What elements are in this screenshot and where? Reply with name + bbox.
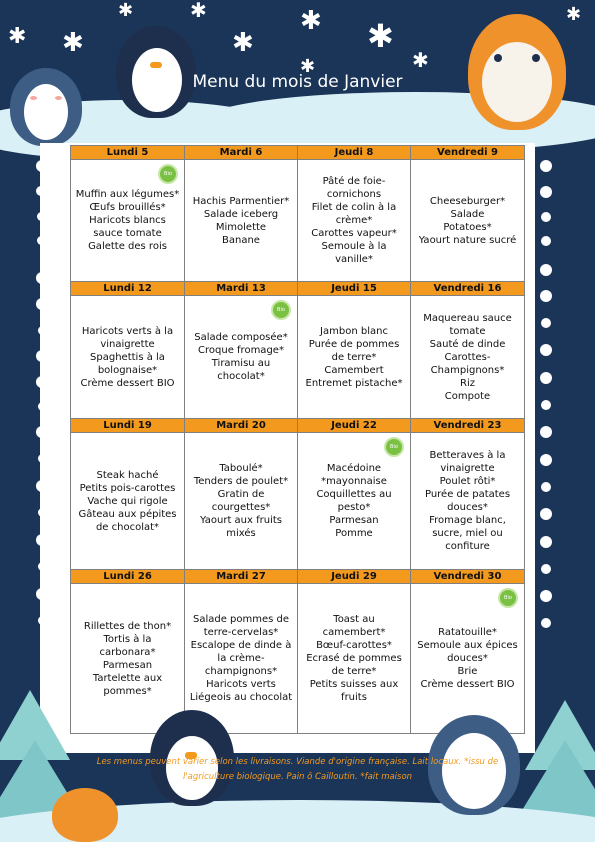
day-header: Mardi 6: [185, 146, 298, 160]
menu-item: Bœuf-carottes*: [316, 640, 392, 651]
menu-item: Spaghettis à la bolognaise*: [90, 351, 165, 376]
snowflake-icon: ✱: [190, 0, 207, 22]
snow-dot: [540, 290, 552, 302]
menu-item: Parmesan: [102, 659, 153, 671]
menu-item: Petits suisses aux fruits: [309, 679, 399, 703]
day-menu-row: [71, 584, 525, 734]
menu-item: Parmesan: [329, 515, 379, 526]
menu-item: Haricots blancs sauce tomate: [89, 215, 166, 239]
day-menu-row: [71, 433, 525, 570]
menu-item: Haricots verts à la vinaigrette: [81, 325, 174, 350]
snow-dot: [540, 372, 552, 384]
menu-item: Gâteau aux pépites de chocolat*: [78, 508, 177, 533]
snowflake-icon: ✱: [62, 28, 84, 58]
snow-dot: [540, 454, 552, 466]
day-menu-cell: [298, 296, 411, 419]
day-menu-cell: [71, 584, 185, 734]
menu-item: Gratin de courgettes*: [211, 489, 271, 513]
snow-dot: [541, 618, 551, 628]
menu-item: Ratatouille*: [438, 627, 497, 638]
menu-item: Galette des rois: [88, 241, 167, 252]
menu-table-body: [71, 146, 525, 734]
menu-item: Semoule aux épices douces*: [417, 640, 518, 664]
day-menu-row: [71, 160, 525, 282]
snow-dot: [541, 400, 551, 410]
day-header: Lundi 5: [71, 146, 185, 160]
day-header-row: [71, 282, 525, 296]
snowflake-icon: ✱: [300, 56, 316, 77]
snow-dot: [540, 590, 552, 602]
menu-table: [70, 145, 525, 734]
footer-line-2: l'agriculture biologique. Pain ô Cailloutin. *fait maison: [182, 772, 413, 782]
snow-dot: [540, 160, 552, 172]
snow-dot: [540, 536, 552, 548]
snow-dot: [541, 236, 551, 246]
menu-item: Tenders de poulet*: [193, 476, 289, 487]
day-header: Lundi 12: [71, 282, 185, 296]
day-header: Vendredi 9: [411, 146, 525, 160]
menu-item: Purée de pommes de terre*: [308, 338, 400, 363]
snowflake-icon: ✱: [300, 6, 322, 36]
day-header: Mardi 13: [185, 282, 298, 296]
day-menu-cell: [185, 160, 298, 282]
day-menu-cell: [411, 433, 525, 570]
menu-item: Yaourt aux fruits mixés: [200, 515, 282, 539]
day-header: Vendredi 16: [411, 282, 525, 296]
day-menu-cell: [71, 296, 185, 419]
snow-dot: [541, 564, 551, 574]
menu-item: Tartelette aux pommes*: [92, 672, 163, 697]
menu-item: Taboulé*: [219, 463, 263, 474]
snowflake-icon: ✱: [118, 0, 134, 21]
day-header: Jeudi 8: [298, 146, 411, 160]
menu-item: Steak haché: [96, 469, 159, 481]
menu-item: Semoule à la vanille*: [321, 241, 387, 265]
day-menu-row: [71, 296, 525, 419]
snowflake-icon: ✱: [367, 17, 394, 55]
menu-item: Salade composée*: [194, 332, 288, 343]
chick-icon: [52, 788, 118, 842]
day-menu-cell: [185, 433, 298, 570]
menu-item: Escalope de dinde à la crème-champignons*: [190, 640, 292, 677]
menu-item: Salade iceberg: [203, 208, 279, 220]
day-menu-cell: [71, 160, 185, 282]
menu-item: Entremet pistache*: [305, 377, 403, 389]
menu-item: Banane: [222, 234, 260, 246]
menu-item: Crème dessert BIO: [420, 679, 515, 690]
day-menu-cell: [298, 433, 411, 570]
menu-item: Vache qui rigole: [87, 495, 168, 507]
snow-dot: [540, 508, 552, 520]
menu-item: Ecrasé de pommes de terre*: [306, 653, 402, 677]
menu-item: Yaourt nature sucré: [418, 234, 517, 246]
menu-item: Betteraves à la vinaigrette: [429, 450, 506, 474]
menu-item: Camembert: [324, 364, 384, 376]
snowflake-icon: ✱: [566, 4, 582, 25]
organic-badge-icon: Bio: [384, 437, 404, 457]
snow-dot: [541, 482, 551, 492]
menu-item: Purée de patates douces*: [424, 489, 511, 513]
organic-badge-icon: Bio: [498, 588, 518, 608]
menu-item: Mimolette: [215, 221, 267, 233]
snow-dot: [541, 318, 551, 328]
menu-item: Haricots verts: [206, 679, 276, 690]
day-header: Mardi 20: [185, 419, 298, 433]
menu-item: Salade: [450, 208, 485, 220]
organic-badge-icon: Bio: [271, 300, 291, 320]
day-header-row: [71, 419, 525, 433]
organic-badge-icon: Bio: [158, 164, 178, 184]
menu-item: Sauté de dinde: [429, 338, 506, 350]
menu-item: Petits pois-carottes: [79, 482, 176, 494]
menu-item: Riz: [460, 377, 475, 389]
snow-dot: [540, 186, 552, 198]
menu-item: Filet de colin à la crème*: [311, 202, 397, 226]
day-menu-cell: [71, 433, 185, 570]
menu-item: Pomme: [335, 528, 373, 539]
menu-item: Potatoes*: [443, 221, 492, 233]
menu-item: Salade pommes de terre-cervelas*: [192, 614, 290, 638]
snowflake-icon: ✱: [412, 48, 429, 72]
menu-item: Brie: [457, 666, 478, 677]
day-menu-cell: [298, 160, 411, 282]
snowflake-icon: ✱: [8, 24, 27, 49]
menu-item: Œufs brouillés*: [89, 202, 166, 213]
day-header: Mardi 27: [185, 570, 298, 584]
day-menu-cell: [298, 584, 411, 734]
menu-item: Tortis à la carbonara*: [99, 633, 156, 658]
day-header: Jeudi 29: [298, 570, 411, 584]
footer-line-1: Les menus peuvent varier selon les livraisons. Viande d'origine française. Lait locaux. *issu de: [96, 757, 499, 767]
menu-item: Coquillettes au pesto*: [316, 489, 392, 513]
day-header: Vendredi 30: [411, 570, 525, 584]
menu-item: Rillettes de thon*: [83, 620, 172, 632]
day-header: Vendredi 23: [411, 419, 525, 433]
menu-item: Croque fromage*: [198, 345, 284, 356]
day-header: Jeudi 15: [298, 282, 411, 296]
day-header-row: [71, 146, 525, 160]
menu-item: Macédoine *mayonnaise: [321, 463, 387, 487]
menu-item: Muffin aux légumes*: [75, 189, 180, 200]
snowflake-icon: ✱: [232, 28, 254, 58]
menu-item: Jambon blanc: [320, 325, 388, 337]
snow-dot: [540, 344, 552, 356]
menu-item: Liégeois au chocolat: [189, 692, 293, 703]
day-header-row: [71, 570, 525, 584]
menu-item: Cheeseburger*: [429, 195, 506, 207]
menu-item: Pâté de foie-cornichons: [322, 176, 386, 200]
menu-item: Toast au camembert*: [322, 614, 386, 638]
day-header: Lundi 26: [71, 570, 185, 584]
day-menu-cell: [411, 584, 525, 734]
page-title: Menu du mois de Janvier: [192, 72, 403, 92]
snow-dot: [541, 212, 551, 222]
menu-item: Fromage blanc, sucre, miel ou confiture: [429, 515, 506, 552]
day-menu-cell: [411, 296, 525, 419]
menu-item: Crème dessert BIO: [80, 377, 175, 389]
menu-item: Compote: [444, 390, 491, 402]
day-header: Jeudi 22: [298, 419, 411, 433]
day-menu-cell: [185, 296, 298, 419]
day-header: Lundi 19: [71, 419, 185, 433]
snow-dot: [540, 426, 552, 438]
menu-item: Hachis Parmentier*: [192, 195, 290, 207]
menu-item: Carottes-Champignons*: [430, 351, 505, 376]
day-menu-cell: [411, 160, 525, 282]
menu-item: Poulet rôti*: [439, 476, 496, 487]
footer-note: [75, 755, 520, 785]
snow-dot: [540, 264, 552, 276]
menu-item: Tiramisu au chocolat*: [211, 358, 271, 382]
menu-item: Carottes vapeur*: [311, 228, 397, 239]
menu-item: Maquereau sauce tomate: [423, 312, 512, 337]
